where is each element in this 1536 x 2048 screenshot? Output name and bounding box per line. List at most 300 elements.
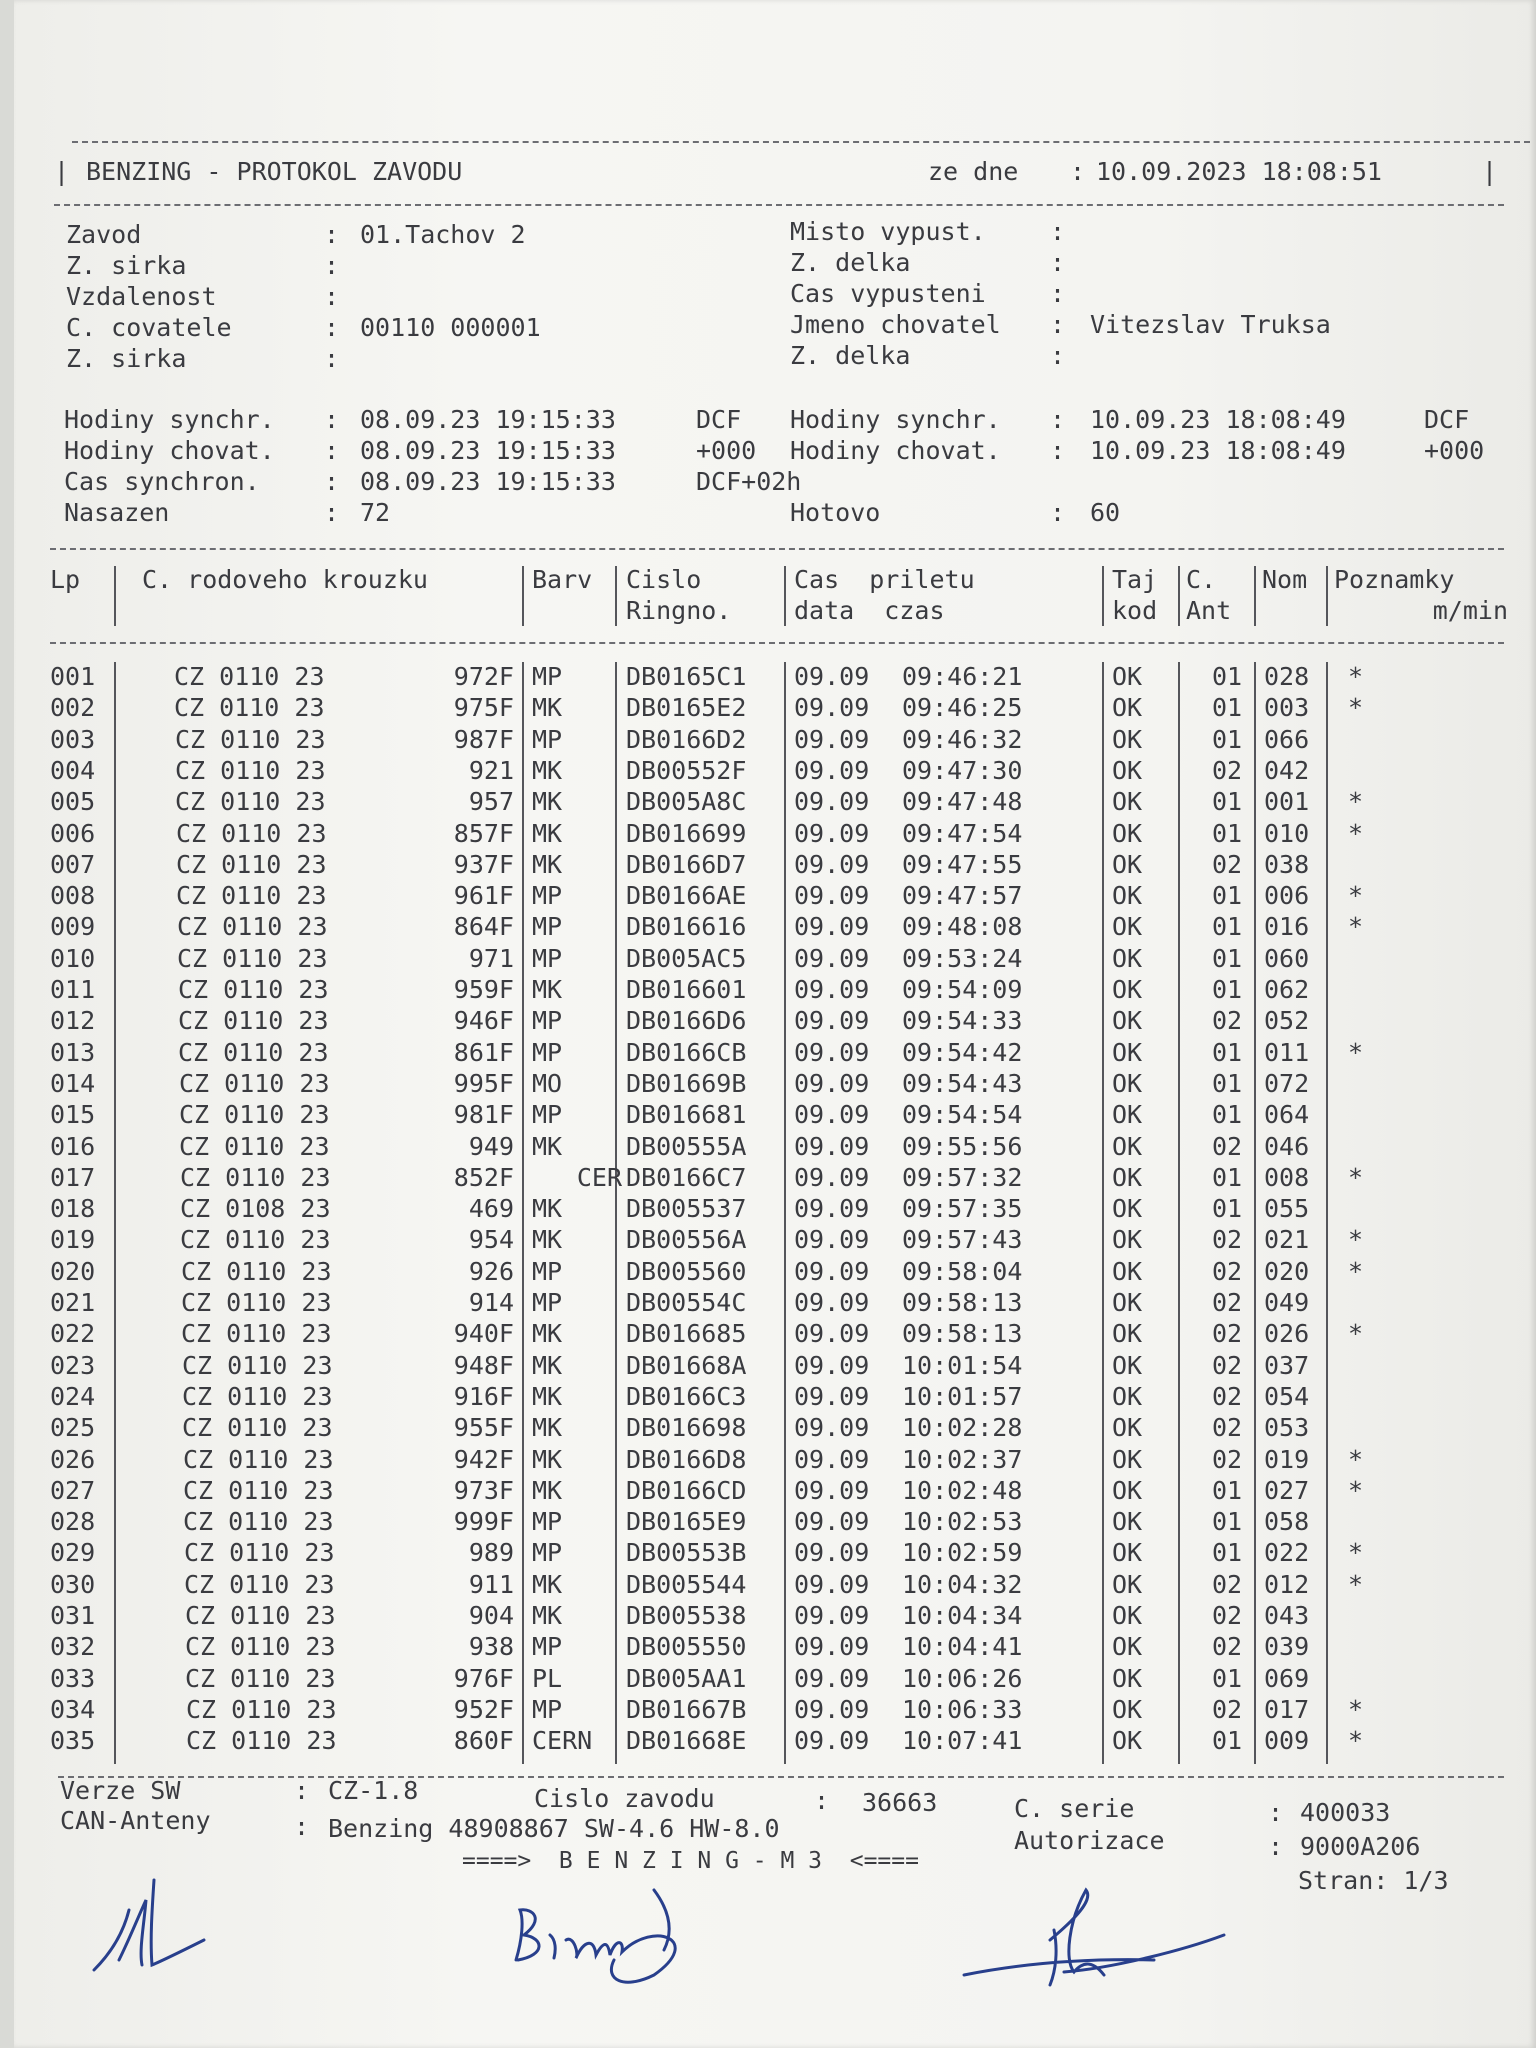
cell-cislo: DB00553B	[626, 1538, 747, 1568]
cell-ant: 01	[1212, 1663, 1243, 1693]
date-label: ze dne	[928, 157, 1019, 186]
cell-lp: 017	[50, 1162, 96, 1192]
cell-taj: OK	[1112, 1037, 1143, 1067]
col-separator	[615, 662, 617, 1764]
cell-ring-number: 864F	[453, 912, 514, 942]
cell-lp: 028	[50, 1507, 96, 1537]
cell-nom: 017	[1264, 1694, 1310, 1724]
cell-lp: 005	[50, 787, 96, 817]
footer-serie-label: C. serie	[1014, 1794, 1135, 1823]
cell-date: 09.09	[794, 1475, 870, 1505]
cell-taj: OK	[1112, 1538, 1143, 1568]
cell-barva: MK	[532, 693, 563, 723]
col-separator	[784, 662, 786, 1764]
cell-ant: 02	[1212, 1006, 1243, 1036]
cell-nom: 054	[1264, 1381, 1310, 1411]
cell-ant: 02	[1212, 1444, 1243, 1474]
cell-taj: OK	[1112, 1256, 1143, 1286]
cell-barva: MP	[532, 881, 563, 911]
cell-barva: PL	[532, 1663, 563, 1693]
cell-cislo: DB0166CD	[626, 1475, 747, 1505]
info-label: Cas vypusteni	[790, 279, 986, 308]
cell-ring: CZ 0110 23	[176, 881, 327, 911]
cell-lp: 018	[50, 1194, 96, 1224]
info-value: 01.Tachov 2	[360, 220, 526, 249]
cell-mark: *	[1348, 1319, 1364, 1349]
cell-time: 09:47:54	[902, 818, 1023, 848]
cell-ring-number: 937F	[453, 849, 514, 879]
info-label: Z. sirka	[66, 251, 187, 280]
cell-lp: 032	[50, 1632, 96, 1662]
cell-date: 09.09	[794, 975, 870, 1004]
cell-time: 09:47:55	[902, 849, 1023, 879]
cell-ring-number: 995F	[453, 1068, 514, 1098]
cell-taj: OK	[1112, 1663, 1143, 1693]
cell-date: 09.09	[794, 881, 870, 911]
col-header-ringno: Ringno.	[626, 596, 732, 625]
cell-cislo: DB00556A	[626, 1225, 747, 1255]
cell-ring-number: 861F	[453, 1037, 514, 1067]
cell-ant: 01	[1212, 1475, 1243, 1505]
cell-time: 10:02:37	[902, 1444, 1023, 1474]
cell-nom: 008	[1264, 1162, 1310, 1192]
cell-time: 09:58:04	[902, 1256, 1023, 1286]
cell-taj: OK	[1112, 1601, 1143, 1630]
cell-time: 10:04:41	[902, 1632, 1023, 1662]
clock-value: 08.09.23 19:15:33	[360, 436, 616, 465]
cell-nom: 020	[1264, 1256, 1310, 1286]
cell-date: 09.09	[794, 1225, 870, 1255]
cell-ant: 01	[1212, 1726, 1243, 1756]
cell-taj: OK	[1112, 1068, 1143, 1098]
cell-taj: OK	[1112, 849, 1143, 879]
cell-date: 09.09	[794, 1350, 870, 1380]
cell-time: 09:46:21	[902, 662, 1023, 691]
col-separator	[114, 566, 116, 626]
cell-barva: MK	[532, 975, 563, 1004]
cell-ring-number: 860F	[453, 1726, 514, 1756]
cell-taj: OK	[1112, 1319, 1143, 1349]
cell-nom: 037	[1264, 1350, 1310, 1380]
cell-time: 09:57:35	[902, 1194, 1023, 1224]
cell-ant: 02	[1212, 1381, 1243, 1411]
cell-taj: OK	[1112, 1131, 1143, 1161]
cell-ring-number: 911	[468, 1569, 514, 1599]
cell-cislo: DB00555A	[626, 1131, 747, 1161]
cell-lp: 023	[50, 1350, 96, 1380]
col-separator	[1254, 662, 1256, 1764]
cell-ring: CZ 0110 23	[183, 1475, 334, 1505]
cell-ant: 01	[1212, 724, 1243, 754]
cell-date: 09.09	[794, 1663, 870, 1693]
cell-ring: CZ 0110 23	[178, 1037, 329, 1067]
footer-sw-value: CZ-1.8	[328, 1776, 419, 1805]
cell-nom: 052	[1264, 1006, 1310, 1036]
cell-barva: MK	[532, 1225, 563, 1255]
cell-date: 09.09	[794, 1068, 870, 1098]
col-header-c: C.	[1186, 565, 1217, 594]
cell-ant: 02	[1212, 1569, 1243, 1599]
cell-barva: MP	[532, 912, 563, 942]
cell-ring: CZ 0110 23	[177, 943, 328, 973]
cell-nom: 066	[1264, 724, 1310, 754]
cell-nom: 009	[1264, 1726, 1310, 1756]
cell-nom: 022	[1264, 1538, 1310, 1568]
cell-taj: OK	[1112, 724, 1143, 754]
footer-colon: :	[814, 1786, 830, 1815]
cell-mark: *	[1348, 1162, 1364, 1192]
clock-colon: :	[324, 436, 340, 465]
cell-ring: CZ 0110 23	[176, 849, 327, 879]
cell-ant: 02	[1212, 1601, 1243, 1630]
footer-auth-value: 9000A206	[1300, 1832, 1421, 1861]
cell-ant: 02	[1212, 849, 1243, 879]
cell-time: 09:54:09	[902, 975, 1023, 1004]
cell-ring: CZ 0110 23	[186, 1694, 337, 1724]
cell-ant: 01	[1212, 1507, 1243, 1537]
cell-time: 09:55:56	[902, 1131, 1023, 1161]
cell-taj: OK	[1112, 818, 1143, 848]
cell-ant: 02	[1212, 1413, 1243, 1443]
cell-ring-number: 904	[468, 1601, 514, 1630]
cell-date: 09.09	[794, 693, 870, 723]
cell-ring-number: 914	[468, 1288, 514, 1317]
cell-lp: 013	[50, 1037, 96, 1067]
cell-date: 09.09	[794, 1162, 870, 1192]
info-label: Zavod	[66, 220, 142, 249]
col-header-taj: Taj	[1112, 565, 1158, 594]
cell-cislo: DB005AA1	[626, 1663, 747, 1693]
cell-cislo: DB0165C1	[626, 662, 747, 691]
cell-date: 09.09	[794, 1632, 870, 1662]
cell-time: 09:47:30	[902, 755, 1023, 785]
clock-suffix: DCF	[696, 405, 742, 434]
cell-time: 10:04:32	[902, 1569, 1023, 1599]
col-header-kod: kod	[1112, 596, 1158, 625]
cell-time: 09:57:32	[902, 1162, 1023, 1192]
footer-colon: :	[294, 1776, 310, 1805]
footer-page-number: Stran: 1/3	[1298, 1866, 1449, 1895]
footer-can-label: CAN-Anteny	[60, 1806, 211, 1835]
cell-cislo: DB016601	[626, 975, 747, 1004]
cell-mark: *	[1348, 1225, 1364, 1255]
clock-colon: :	[324, 498, 340, 527]
cell-ant: 02	[1212, 1632, 1243, 1662]
cell-date: 09.09	[794, 724, 870, 754]
col-header-cas: Cas priletu	[794, 565, 975, 594]
cell-mark: *	[1348, 693, 1364, 723]
col-header-barv: Barv	[532, 565, 593, 594]
cell-ring: CZ 0110 23	[175, 787, 326, 817]
cell-barva: MP	[532, 1256, 563, 1286]
cell-mark: *	[1348, 1569, 1364, 1599]
cell-ring-number: 916F	[453, 1381, 514, 1411]
divider	[58, 1776, 1504, 1778]
cell-ring-number: 976F	[453, 1663, 514, 1693]
cell-time: 10:01:57	[902, 1381, 1023, 1411]
col-header-data-czas: data czas	[794, 596, 945, 625]
cell-time: 09:47:48	[902, 787, 1023, 817]
cell-nom: 055	[1264, 1194, 1310, 1224]
cell-ant: 01	[1212, 693, 1243, 723]
info-colon: :	[324, 220, 340, 249]
footer-serie-value: 400033	[1300, 1798, 1391, 1827]
col-header-ring: C. rodoveho krouzku	[142, 565, 428, 594]
cell-cislo: DB00554C	[626, 1288, 747, 1317]
cell-date: 09.09	[794, 662, 870, 691]
clock-label: Hodiny synchr.	[790, 405, 1001, 434]
cell-ant: 01	[1212, 1194, 1243, 1224]
cell-mark: *	[1348, 787, 1364, 817]
info-label: Z. delka	[790, 341, 911, 370]
clock-label: Hotovo	[790, 498, 881, 527]
cell-taj: OK	[1112, 975, 1143, 1004]
cell-lp: 019	[50, 1225, 96, 1255]
cell-cislo: DB01667B	[626, 1694, 747, 1724]
cell-cislo: DB0166D8	[626, 1444, 747, 1474]
cell-date: 09.09	[794, 1256, 870, 1286]
cell-barva: MK	[532, 787, 563, 817]
footer-zavod-value: 36663	[862, 1788, 938, 1817]
cell-cislo: DB0166D7	[626, 849, 747, 879]
cell-date: 09.09	[794, 1413, 870, 1443]
cell-ant: 01	[1212, 1037, 1243, 1067]
cell-ring: CZ 0110 23	[179, 1068, 330, 1098]
clock-value: 08.09.23 19:15:33	[360, 467, 616, 496]
cell-mark: *	[1348, 818, 1364, 848]
cell-barva: MK	[532, 1131, 563, 1161]
clock-suffix: +000	[1424, 436, 1485, 465]
cell-lp: 008	[50, 881, 96, 911]
cell-time: 10:02:59	[902, 1538, 1023, 1568]
cell-taj: OK	[1112, 1569, 1143, 1599]
cell-nom: 062	[1264, 975, 1310, 1004]
cell-ant: 02	[1212, 1694, 1243, 1724]
cell-cislo: DB0166AE	[626, 881, 747, 911]
clock-label: Cas synchron.	[64, 467, 260, 496]
cell-ring: CZ 0110 23	[182, 1350, 333, 1380]
cell-ring-number: 949	[468, 1131, 514, 1161]
cell-ring-number: 972F	[453, 662, 514, 691]
col-separator	[784, 566, 786, 626]
info-colon: :	[1050, 248, 1066, 277]
info-colon: :	[324, 282, 340, 311]
divider	[50, 642, 1504, 644]
footer-banner: ====> B E N Z I N G - M 3 <====	[462, 1848, 919, 1874]
info-label: Z. delka	[790, 248, 911, 277]
cell-mark: *	[1348, 1726, 1364, 1756]
info-colon: :	[1050, 341, 1066, 370]
cell-nom: 028	[1264, 662, 1310, 691]
col-separator	[1178, 662, 1180, 1764]
cell-date: 09.09	[794, 849, 870, 879]
cell-ring: CZ 0110 23	[179, 1100, 330, 1130]
clock-suffix: DCF	[1424, 405, 1470, 434]
cell-ring-number: 957	[468, 787, 514, 817]
clock-label: Hodiny chovat.	[64, 436, 275, 465]
info-colon: :	[324, 344, 340, 373]
cell-cislo: DB005AC5	[626, 943, 747, 973]
cell-date: 09.09	[794, 1288, 870, 1317]
cell-date: 09.09	[794, 1100, 870, 1130]
cell-ring: CZ 0110 23	[181, 1256, 332, 1286]
header-right-bar: |	[1482, 157, 1498, 186]
cell-taj: OK	[1112, 1006, 1143, 1036]
footer-colon: :	[1268, 1798, 1284, 1827]
cell-cislo: DB005538	[626, 1601, 747, 1630]
cell-ring: CZ 0110 23	[174, 693, 325, 723]
cell-time: 10:06:33	[902, 1694, 1023, 1724]
cell-cislo: DB00552F	[626, 755, 747, 785]
cell-lp: 010	[50, 943, 96, 973]
cell-time: 09:46:25	[902, 693, 1023, 723]
cell-barva: MK	[532, 1381, 563, 1411]
cell-mark: *	[1348, 1444, 1364, 1474]
cell-cislo: DB0166C7	[626, 1162, 747, 1192]
cell-cislo: DB0165E2	[626, 693, 747, 723]
cell-cislo: DB0166CB	[626, 1037, 747, 1067]
cell-ant: 02	[1212, 1350, 1243, 1380]
cell-ring: CZ 0110 23	[184, 1569, 335, 1599]
info-label: Z. sirka	[66, 344, 187, 373]
cell-taj: OK	[1112, 881, 1143, 911]
cell-ring: CZ 0110 23	[180, 1162, 331, 1192]
cell-ring-number: 948F	[453, 1350, 514, 1380]
col-header-lp: Lp	[50, 565, 81, 594]
cell-ant: 01	[1212, 1162, 1243, 1192]
cell-taj: OK	[1112, 1100, 1143, 1130]
cell-date: 09.09	[794, 943, 870, 973]
cell-lp: 002	[50, 693, 96, 723]
footer-colon: :	[1268, 1832, 1284, 1861]
cell-taj: OK	[1112, 1162, 1143, 1192]
clock-colon: :	[1050, 405, 1066, 434]
cell-ring-number: 857F	[453, 818, 514, 848]
footer-auth-label: Autorizace	[1014, 1826, 1165, 1855]
col-separator	[1102, 566, 1104, 626]
cell-barva: MP	[532, 724, 563, 754]
cell-cislo: DB016681	[626, 1100, 747, 1130]
cell-ring: CZ 0110 23	[182, 1381, 333, 1411]
cell-taj: OK	[1112, 1381, 1143, 1411]
cell-mark: *	[1348, 912, 1364, 942]
cell-cislo: DB0165E9	[626, 1507, 747, 1537]
clock-suffix: DCF+02h	[696, 467, 802, 496]
cell-lp: 007	[50, 849, 96, 879]
cell-date: 09.09	[794, 1694, 870, 1724]
page-title: BENZING - PROTOKOL ZAVODU	[86, 157, 463, 186]
cell-nom: 058	[1264, 1507, 1310, 1537]
cell-nom: 019	[1264, 1444, 1310, 1474]
cell-lp: 030	[50, 1569, 96, 1599]
cell-taj: OK	[1112, 1475, 1143, 1505]
col-header-cislo: Cislo	[626, 565, 702, 594]
cell-barva: MP	[532, 1632, 563, 1662]
cell-nom: 064	[1264, 1100, 1310, 1130]
cell-time: 09:54:43	[902, 1068, 1023, 1098]
cell-ring: CZ 0110 23	[185, 1632, 336, 1662]
col-separator	[1326, 662, 1328, 1764]
cell-lp: 016	[50, 1131, 96, 1161]
cell-ring-number: 981F	[453, 1100, 514, 1130]
info-colon: :	[1050, 217, 1066, 246]
cell-nom: 042	[1264, 755, 1310, 785]
info-colon: :	[324, 251, 340, 280]
cell-lp: 021	[50, 1288, 96, 1317]
cell-ant: 02	[1212, 1319, 1243, 1349]
cell-nom: 038	[1264, 849, 1310, 879]
cell-barva: MK	[532, 1194, 563, 1224]
cell-ant: 01	[1212, 943, 1243, 973]
col-separator	[1102, 662, 1104, 1764]
cell-mark: *	[1348, 1256, 1364, 1286]
cell-ring: CZ 0110 23	[182, 1413, 333, 1443]
cell-taj: OK	[1112, 1726, 1143, 1756]
cell-date: 09.09	[794, 1319, 870, 1349]
col-header-ant: Ant	[1186, 596, 1232, 625]
cell-ring-number: 469	[468, 1194, 514, 1224]
cell-mark: *	[1348, 881, 1364, 911]
cell-ring: CZ 0110 23	[176, 818, 327, 848]
cell-time: 10:02:53	[902, 1507, 1023, 1537]
info-colon: :	[1050, 279, 1066, 308]
footer-colon: :	[294, 1812, 310, 1841]
cell-lp: 014	[50, 1068, 96, 1098]
info-label: Vzdalenost	[66, 282, 217, 311]
cell-mark: *	[1348, 1694, 1364, 1724]
cell-ring-number: 973F	[453, 1475, 514, 1505]
cell-barva: MK	[532, 818, 563, 848]
cell-ring-number: 954	[468, 1225, 514, 1255]
cell-time: 09:54:42	[902, 1037, 1023, 1067]
cell-taj: OK	[1112, 1413, 1143, 1443]
info-label: Jmeno chovatel	[790, 310, 1001, 339]
cell-ant: 01	[1212, 975, 1243, 1004]
clock-value: 08.09.23 19:15:33	[360, 405, 616, 434]
cell-date: 09.09	[794, 1569, 870, 1599]
cell-date: 09.09	[794, 1538, 870, 1568]
cell-ring: CZ 0110 23	[178, 975, 329, 1004]
cell-nom: 043	[1264, 1601, 1310, 1630]
cell-ring-number: 942F	[453, 1444, 514, 1474]
cell-lp: 025	[50, 1413, 96, 1443]
cell-nom: 003	[1264, 693, 1310, 723]
divider	[72, 141, 1530, 143]
cell-nom: 053	[1264, 1413, 1310, 1443]
cell-time: 09:54:33	[902, 1006, 1023, 1036]
cell-cislo: DB016616	[626, 912, 747, 942]
cell-date: 09.09	[794, 1726, 870, 1756]
cell-ring: CZ 0108 23	[180, 1194, 331, 1224]
cell-barva: MP	[532, 1288, 563, 1317]
cell-cislo: DB005544	[626, 1569, 747, 1599]
cell-date: 09.09	[794, 1507, 870, 1537]
info-label: Misto vypust.	[790, 217, 986, 246]
cell-barva: MK	[532, 1475, 563, 1505]
cell-ant: 01	[1212, 1100, 1243, 1130]
cell-cislo: DB005560	[626, 1256, 747, 1286]
info-colon: :	[1050, 310, 1066, 339]
cell-lp: 012	[50, 1006, 96, 1036]
cell-ant: 01	[1212, 912, 1243, 942]
cell-date: 09.09	[794, 912, 870, 942]
cell-ring: CZ 0110 23	[174, 662, 325, 691]
clock-value: 10.09.23 18:08:49	[1090, 436, 1346, 465]
cell-cislo: DB01668E	[626, 1726, 747, 1756]
cell-ring-number: 852F	[453, 1162, 514, 1192]
cell-lp: 020	[50, 1256, 96, 1286]
report-date: 10.09.2023 18:08:51	[1096, 157, 1382, 186]
